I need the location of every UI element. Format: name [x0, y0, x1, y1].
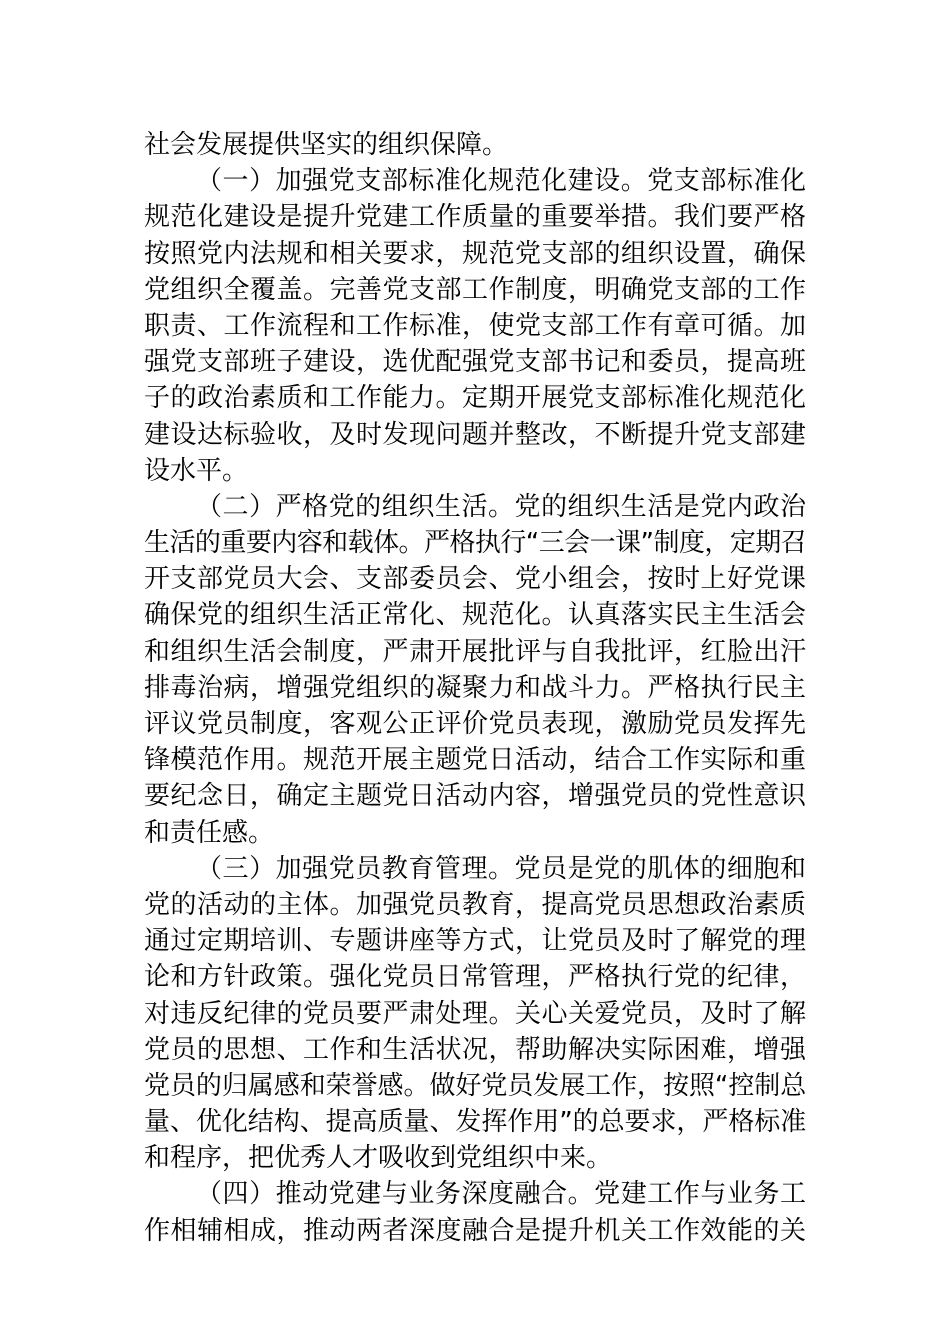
paragraph-section-1: [144, 163, 806, 489]
paragraph-continuation: [144, 127, 806, 163]
text-line: 和程序，把优秀人才吸收到党组织中来。: [144, 1143, 613, 1174]
paragraph-section-4: [144, 1176, 806, 1248]
text-line: 建设达标验收，及时发现问题并整改，不断提升党支部建: [144, 419, 806, 450]
text-line: 党员的思想、工作和生活状况，帮助解决实际困难，增强: [144, 1034, 806, 1065]
paragraph-section-2: [144, 489, 806, 851]
text-line: 作相辅相成，推动两者深度融合是提升机关工作效能的关: [144, 1215, 806, 1246]
text-line: （二）严格党的组织生活。党的组织生活是党内政治: [196, 491, 806, 522]
text-line: （四）推动党建与业务深度融合。党建工作与业务工: [196, 1179, 806, 1210]
text-line: 要纪念日，确定主题党日活动内容，增强党员的党性意识: [144, 781, 806, 812]
text-line: 开支部党员大会、支部委员会、党小组会，按时上好党课: [144, 564, 806, 595]
text-line: 党的活动的主体。加强党员教育，提高党员思想政治素质: [144, 889, 806, 920]
text-line: 社会发展提供坚实的组织保障。: [144, 130, 509, 160]
text-line: （一）加强党支部标准化规范化建设。党支部标准化: [196, 166, 806, 197]
text-line: 党员的归属感和荣誉感。做好党员发展工作，按照“控制总: [144, 1070, 806, 1101]
text-line: 强党支部班子建设，选优配强党支部书记和委员，提高班: [144, 347, 806, 378]
paragraph-section-3: [144, 851, 806, 1177]
text-line: 按照党内法规和相关要求，规范党支部的组织设置，确保: [144, 238, 806, 269]
text-line: 量、优化结构、提高质量、发挥作用”的总要求，严格标准: [144, 1107, 806, 1138]
text-line: 设水平。: [144, 455, 249, 486]
text-line: 职责、工作流程和工作标准，使党支部工作有章可循。加: [144, 310, 806, 341]
text-line: 评议党员制度，客观公正评价党员表现，激励党员发挥先: [144, 709, 806, 739]
text-line: 对违反纪律的党员要严肃处理。关心关爱党员，及时了解: [144, 998, 806, 1029]
text-line: 子的政治素质和工作能力。定期开展党支部标准化规范化: [144, 383, 806, 414]
text-line: 和责任感。: [144, 817, 275, 848]
text-line: 通过定期培训、专题讲座等方式，让党员及时了解党的理: [144, 926, 806, 957]
text-line: 锋模范作用。规范开展主题党日活动，结合工作实际和重: [144, 745, 806, 776]
text-line: 和组织生活会制度，严肃开展批评与自我批评，红脸出汗: [144, 636, 806, 667]
text-line: 确保党的组织生活正常化、规范化。认真落实民主生活会: [144, 600, 806, 631]
text-line: 规范化建设是提升党建工作质量的重要举措。我们要严格: [144, 202, 806, 233]
document-body: [144, 127, 806, 1249]
text-line: 生活的重要内容和载体。严格执行“三会一课”制度，定期召: [144, 528, 806, 559]
text-line: （三）加强党员教育管理。党员是党的肌体的细胞和: [196, 853, 806, 884]
text-line: 排毒治病，增强党组织的凝聚力和战斗力。严格执行民主: [144, 672, 806, 703]
text-line: 论和方针政策。强化党员日常管理，严格执行党的纪律，: [144, 962, 806, 993]
text-line: 党组织全覆盖。完善党支部工作制度，明确党支部的工作: [144, 274, 806, 305]
